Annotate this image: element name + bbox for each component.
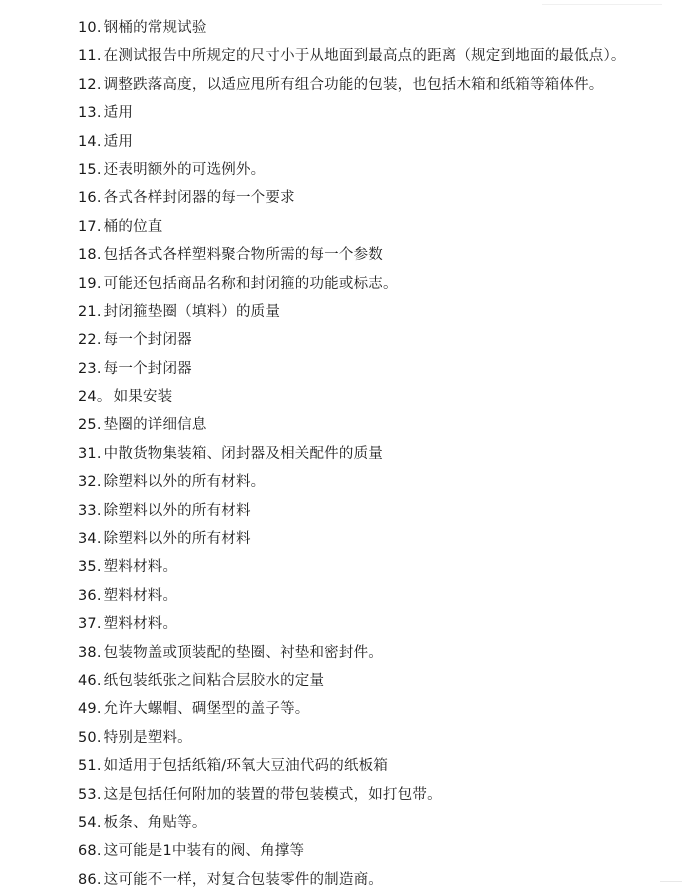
- note-item: [78, 355, 688, 383]
- note-text: 钢桶的常规试验: [103, 20, 207, 36]
- note-item: [78, 71, 688, 99]
- note-item: [78, 525, 688, 553]
- note-number: 38.: [78, 644, 102, 661]
- note-text: 塑料材料。: [103, 616, 178, 633]
- note-number: 86.: [78, 871, 102, 888]
- note-item: [78, 270, 688, 298]
- note-text: 除塑料以外的所有材料: [103, 531, 251, 548]
- note-item: [78, 298, 688, 326]
- note-item: [78, 326, 688, 354]
- note-text: 桶的位直: [103, 218, 163, 235]
- scan-artifact-bottom: [660, 881, 682, 892]
- note-text: 塑料材料。: [103, 559, 178, 576]
- note-number: 15.: [78, 161, 102, 178]
- note-number: 22.: [78, 332, 102, 349]
- note-text: 如适用于包括纸箱/环氧大豆油代码的纸板箱: [103, 758, 389, 775]
- note-text: 适用: [103, 105, 134, 122]
- note-number: 21.: [78, 303, 102, 320]
- note-number: 33.: [78, 502, 102, 519]
- note-item: [78, 411, 688, 439]
- note-number: 54.: [78, 814, 102, 831]
- note-number: 32.: [78, 474, 102, 491]
- note-item: [78, 781, 688, 809]
- note-text: 还表明额外的可选例外。: [103, 161, 266, 178]
- note-number: 36.: [78, 587, 102, 604]
- note-number: 11.: [78, 48, 102, 65]
- note-text: 包括各式各样塑料聚合物所需的每一个参数: [103, 247, 383, 264]
- note-text: 允许大螺帽、碉堡型的盖子等。: [103, 701, 310, 718]
- scan-artifact-top: [542, 0, 662, 5]
- note-number: 24。: [78, 389, 112, 406]
- note-item: [78, 497, 688, 525]
- note-item: [78, 809, 688, 837]
- note-item: [78, 667, 688, 695]
- note-number: 37.: [78, 616, 102, 633]
- note-number: 49.: [78, 701, 102, 718]
- note-item: [78, 695, 688, 723]
- note-number: 68.: [78, 843, 102, 860]
- note-text: 封闭箍垫圈（填料）的质量: [103, 303, 281, 320]
- note-text: 这是包括任何附加的装置的带包装模式，如打包带。: [103, 786, 442, 803]
- note-item: [78, 582, 688, 610]
- note-text: 垫圈的详细信息: [103, 417, 207, 434]
- note-text: 除塑料以外的所有材料。: [103, 474, 266, 491]
- note-item: [78, 866, 688, 894]
- note-text: 调整跌落高度，以适应甩所有组合功能的包装，也包括木箱和纸箱等箱体件。: [103, 76, 604, 93]
- note-number: 50.: [78, 729, 102, 746]
- note-text: 每一个封闭器: [103, 360, 192, 377]
- note-number: 19.: [78, 275, 102, 292]
- note-item: [78, 42, 688, 70]
- note-text: 中散货物集装箱、闭封器及相关配件的质量: [103, 445, 383, 462]
- note-item: [78, 99, 688, 127]
- note-number: 18.: [78, 247, 102, 264]
- note-text: 板条、角贴等。: [103, 814, 207, 831]
- note-number: 25.: [78, 417, 102, 434]
- note-item: [78, 610, 688, 638]
- note-text: 在测试报告中所规定的尺寸小于从地面到最高点的距离（规定到地面的最低点）。: [103, 48, 626, 65]
- note-item: [78, 837, 688, 865]
- note-item: [78, 383, 688, 411]
- note-item: [78, 128, 688, 156]
- note-text: 包装物盖或顶装配的垫圈、衬垫和密封件。: [103, 644, 383, 661]
- note-number: 53.: [78, 786, 102, 803]
- note-item: [78, 440, 688, 468]
- note-number: 13.: [78, 105, 102, 122]
- note-item: [78, 156, 688, 184]
- note-number: 51.: [78, 758, 102, 775]
- note-number: 34.: [78, 531, 102, 548]
- note-item: [78, 639, 688, 667]
- note-number: 31.: [78, 445, 102, 462]
- note-item: [78, 213, 688, 241]
- note-text: 每一个封闭器: [103, 332, 192, 349]
- note-number: 12.: [78, 76, 102, 93]
- note-text: 适用: [103, 133, 134, 150]
- note-item: [78, 241, 688, 269]
- note-item: [78, 14, 688, 42]
- note-number: 23.: [78, 360, 102, 377]
- note-item: [78, 468, 688, 496]
- note-item: [78, 553, 688, 581]
- note-number: 10.: [78, 20, 102, 36]
- note-text: 可能还包括商品名称和封闭箍的功能或标志。: [103, 275, 398, 292]
- note-text: 这可能不一样，对复合包装零件的制造商。: [103, 871, 383, 888]
- note-item: [78, 184, 688, 212]
- note-number: 46.: [78, 672, 102, 689]
- note-number: 17.: [78, 218, 102, 235]
- note-item: [78, 724, 688, 752]
- note-number: 14.: [78, 133, 102, 150]
- note-text: 特别是塑料。: [103, 729, 192, 746]
- note-text: 除塑料以外的所有材料: [103, 502, 251, 519]
- note-text: 塑料材料。: [103, 587, 178, 604]
- note-number: 16.: [78, 190, 102, 207]
- note-text: 如果安装: [113, 389, 173, 406]
- note-number: 35.: [78, 559, 102, 576]
- note-text: 纸包装纸张之间粘合层胶水的定量: [103, 672, 325, 689]
- note-text: 各式各样封闭器的每一个要求: [103, 190, 295, 207]
- notes-list: [78, 14, 688, 894]
- note-text: 这可能是1中装有的阀、角撑等: [103, 843, 305, 860]
- note-item: [78, 752, 688, 780]
